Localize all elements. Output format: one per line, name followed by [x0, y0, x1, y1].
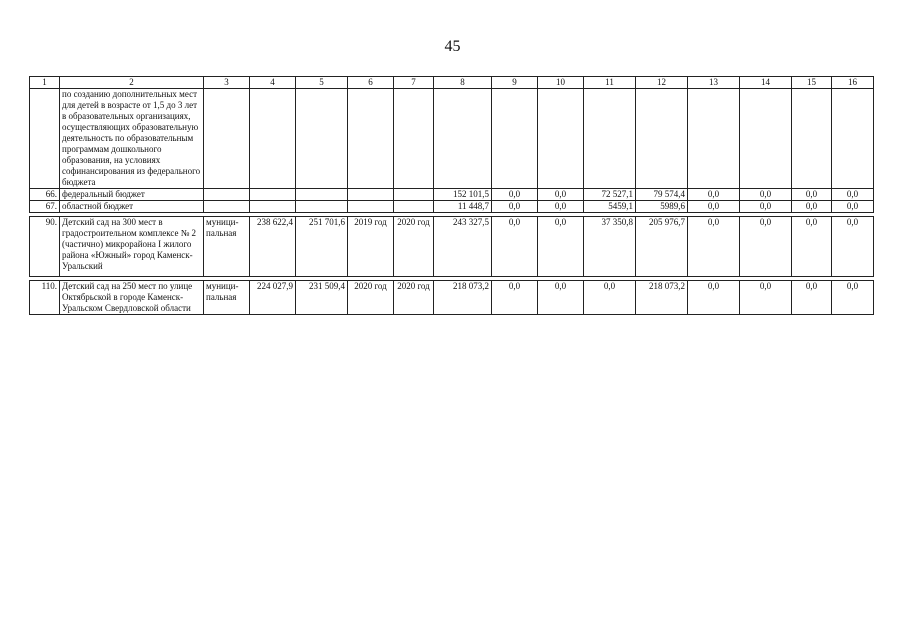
- value-cell: 0,0: [792, 189, 832, 201]
- column-header: 11: [584, 77, 636, 89]
- value-cell: 152 101,5: [434, 189, 492, 201]
- table-cell: [636, 89, 688, 189]
- table-cell: [250, 189, 296, 201]
- value-cell: 231 509,4: [296, 281, 348, 315]
- value-cell: 0,0: [688, 189, 740, 201]
- table-cell: [348, 189, 394, 201]
- budget-table: [29, 76, 874, 315]
- year-cell: 2020 год: [394, 217, 434, 277]
- table-cell: [394, 89, 434, 189]
- ownership-cell: муници-пальная: [204, 281, 250, 315]
- header-row: [30, 77, 874, 89]
- table-cell: [296, 189, 348, 201]
- column-header: 9: [492, 77, 538, 89]
- description-cell: областной бюджет: [60, 201, 204, 213]
- column-header: 7: [394, 77, 434, 89]
- value-cell: 0,0: [688, 281, 740, 315]
- column-header: 10: [538, 77, 584, 89]
- value-cell: 5459,1: [584, 201, 636, 213]
- value-cell: 0,0: [538, 281, 584, 315]
- table-cell: [832, 89, 874, 189]
- value-cell: 0,0: [688, 217, 740, 277]
- table-cell: [204, 201, 250, 213]
- value-cell: 0,0: [538, 189, 584, 201]
- table-cell: [204, 89, 250, 189]
- value-cell: 0,0: [688, 201, 740, 213]
- table-row-continuation: [30, 89, 874, 189]
- value-cell: 0,0: [832, 281, 874, 315]
- value-cell: 0,0: [792, 201, 832, 213]
- value-cell: 0,0: [584, 281, 636, 315]
- ownership-cell: муници-пальная: [204, 217, 250, 277]
- table-cell: [204, 189, 250, 201]
- column-header: 6: [348, 77, 394, 89]
- value-cell: 0,0: [792, 217, 832, 277]
- table-cell: [348, 89, 394, 189]
- row-number-cell: 66.: [30, 189, 60, 201]
- table-cell: [792, 89, 832, 189]
- column-header: 8: [434, 77, 492, 89]
- value-cell: 0,0: [492, 281, 538, 315]
- description-cell: федеральный бюджет: [60, 189, 204, 201]
- row-number-cell: 90.: [30, 217, 60, 277]
- value-cell: 0,0: [832, 201, 874, 213]
- table-cell: [296, 201, 348, 213]
- value-cell: 0,0: [740, 217, 792, 277]
- table-row-67: [30, 201, 874, 213]
- value-cell: 218 073,2: [636, 281, 688, 315]
- value-cell: 0,0: [492, 201, 538, 213]
- column-header: 5: [296, 77, 348, 89]
- table-cell: [394, 201, 434, 213]
- value-cell: 0,0: [740, 189, 792, 201]
- column-header: 1: [30, 77, 60, 89]
- value-cell: 5989,6: [636, 201, 688, 213]
- column-header: 3: [204, 77, 250, 89]
- value-cell: 205 976,7: [636, 217, 688, 277]
- value-cell: 0,0: [792, 281, 832, 315]
- value-cell: 0,0: [832, 189, 874, 201]
- value-cell: 72 527,1: [584, 189, 636, 201]
- column-header: 15: [792, 77, 832, 89]
- table-cell: [394, 189, 434, 201]
- table-cell: [740, 89, 792, 189]
- value-cell: 224 027,9: [250, 281, 296, 315]
- table-row-90: [30, 217, 874, 277]
- value-cell: 79 574,4: [636, 189, 688, 201]
- column-header: 4: [250, 77, 296, 89]
- column-header: 14: [740, 77, 792, 89]
- value-cell: 0,0: [492, 217, 538, 277]
- table-row-66: [30, 189, 874, 201]
- value-cell: 37 350,8: [584, 217, 636, 277]
- table-row-110: [30, 281, 874, 315]
- value-cell: 11 448,7: [434, 201, 492, 213]
- value-cell: 0,0: [538, 201, 584, 213]
- table-cell: [348, 201, 394, 213]
- value-cell: 0,0: [492, 189, 538, 201]
- table-cell: [250, 89, 296, 189]
- year-cell: 2020 год: [394, 281, 434, 315]
- year-cell: 2019 год: [348, 217, 394, 277]
- column-header: 2: [60, 77, 204, 89]
- value-cell: 0,0: [538, 217, 584, 277]
- description-cell: Детский сад на 300 мест в градостроительном комплексе № 2 (частично) микрорайона I жилого района «Южный» город Каменск-Уральский: [60, 217, 204, 277]
- description-cell: Детский сад на 250 мест по улице Октябрьской в городе Каменск-Уральском Свердловской области: [60, 281, 204, 315]
- value-cell: 243 327,5: [434, 217, 492, 277]
- table-cell: [434, 89, 492, 189]
- table-cell: [538, 89, 584, 189]
- value-cell: 251 701,6: [296, 217, 348, 277]
- row-number-cell: 110.: [30, 281, 60, 315]
- year-cell: 2020 год: [348, 281, 394, 315]
- table-cell: [250, 201, 296, 213]
- table-cell: [688, 89, 740, 189]
- value-cell: 0,0: [740, 201, 792, 213]
- description-cell: по созданию дополнительных мест для детей в возрасте от 1,5 до 3 лет в образовательных организациях, осуществляющих образовательную деятельность по образовательным программам дошкольного образования, на условиях софинансирования из федерального бюджета: [60, 89, 204, 189]
- column-header: 16: [832, 77, 874, 89]
- column-header: 12: [636, 77, 688, 89]
- column-header: 13: [688, 77, 740, 89]
- value-cell: 0,0: [832, 217, 874, 277]
- table-cell: [584, 89, 636, 189]
- table-cell: [492, 89, 538, 189]
- value-cell: 238 622,4: [250, 217, 296, 277]
- page-number: 45: [444, 38, 461, 55]
- value-cell: 0,0: [740, 281, 792, 315]
- value-cell: 218 073,2: [434, 281, 492, 315]
- table-cell: [296, 89, 348, 189]
- row-number-cell: 67.: [30, 201, 60, 213]
- row-number-cell: [30, 89, 60, 189]
